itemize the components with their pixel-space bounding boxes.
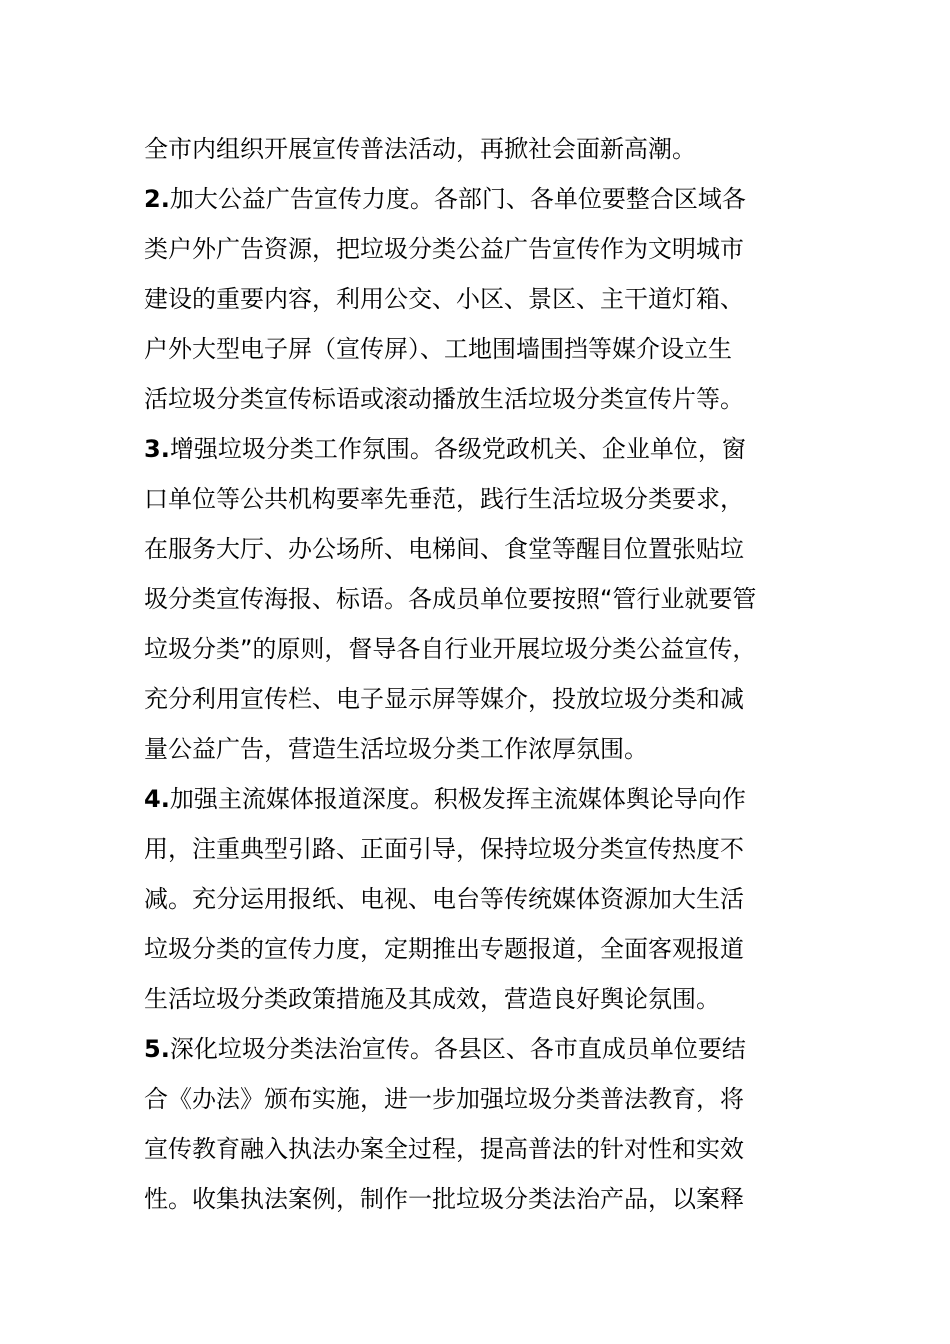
line-text: 垃圾分类的宣传力度，定期推出专题报道，全面客观报道: [144, 935, 744, 963]
line-text: 加大公益广告宣传力度。各部门、各单位要整合区域各: [169, 185, 746, 213]
text-line: [144, 474, 814, 524]
line-text: 口单位等公共机构要率先垂范，践行生活垃圾分类要求，: [144, 485, 744, 513]
line-text: 深化垃圾分类法治宣传。各县区、各市直成员单位要结: [169, 1035, 746, 1063]
text-line: [144, 574, 814, 624]
section-number: 4.: [144, 785, 170, 813]
line-text: 合《办法》颁布实施，进一步加强垃圾分类普法教育，将: [144, 1085, 744, 1113]
text-line: [144, 824, 814, 874]
section-heading-2: [144, 174, 814, 224]
section-number: 3.: [144, 435, 170, 463]
line-text: 全市内组织开展宣传普法活动，再掀社会面新高潮。: [144, 135, 696, 163]
line-text: 圾分类宣传海报、标语。各成员单位要按照“管行业就要管: [144, 585, 757, 613]
text-line: [144, 674, 814, 724]
section-number: 2.: [144, 185, 170, 213]
line-text: 宣传教育融入执法办案全过程，提高普法的针对性和实效: [144, 1135, 744, 1163]
text-line: [144, 874, 814, 924]
line-text: 建设的重要内容，利用公交、小区、景区、主干道灯箱、: [144, 285, 744, 313]
text-line: [144, 724, 814, 774]
line-text: 性。收集执法案例，制作一批垃圾分类法治产品，以案释: [144, 1185, 744, 1213]
text-line: [144, 1174, 814, 1224]
text-line: [144, 924, 814, 974]
line-text: 垃圾分类”的原则，督导各自行业开展垃圾分类公益宣传，: [144, 635, 757, 663]
text-line: [144, 1124, 814, 1174]
text-line: [144, 224, 814, 274]
line-text: 活垃圾分类宣传标语或滚动播放生活垃圾分类宣传片等。: [144, 385, 744, 413]
section-number: 5.: [144, 1035, 170, 1063]
line-text: 加强主流媒体报道深度。积极发挥主流媒体舆论导向作: [169, 785, 746, 813]
line-text: 户外大型电子屏（宣传屏）、工地围墙围挡等媒介设立生: [144, 335, 732, 363]
text-line: [144, 374, 814, 424]
line-text: 量公益广告，营造生活垃圾分类工作浓厚氛围。: [144, 735, 648, 763]
text-line: [144, 324, 814, 374]
text-line: [144, 1074, 814, 1124]
line-text: 在服务大厅、办公场所、电梯间、食堂等醒目位置张贴垃: [144, 535, 744, 563]
text-line: [144, 274, 814, 324]
line-text: 增强垃圾分类工作氛围。各级党政机关、企业单位，窗: [169, 435, 746, 463]
section-heading-3: [144, 424, 814, 474]
text-line: [144, 124, 814, 174]
section-heading-4: [144, 774, 814, 824]
text-line: [144, 624, 814, 674]
section-heading-5: [144, 1024, 814, 1074]
line-text: 用，注重典型引路、正面引导，保持垃圾分类宣传热度不: [144, 835, 744, 863]
line-text: 类户外广告资源，把垃圾分类公益广告宣传作为文明城市: [144, 235, 744, 263]
line-text: 生活垃圾分类政策措施及其成效，营造良好舆论氛围。: [144, 985, 720, 1013]
line-text: 减。充分运用报纸、电视、电台等传统媒体资源加大生活: [144, 885, 744, 913]
text-line: [144, 524, 814, 574]
line-text: 充分利用宣传栏、电子显示屏等媒介，投放垃圾分类和减: [144, 685, 744, 713]
text-line: [144, 974, 814, 1024]
